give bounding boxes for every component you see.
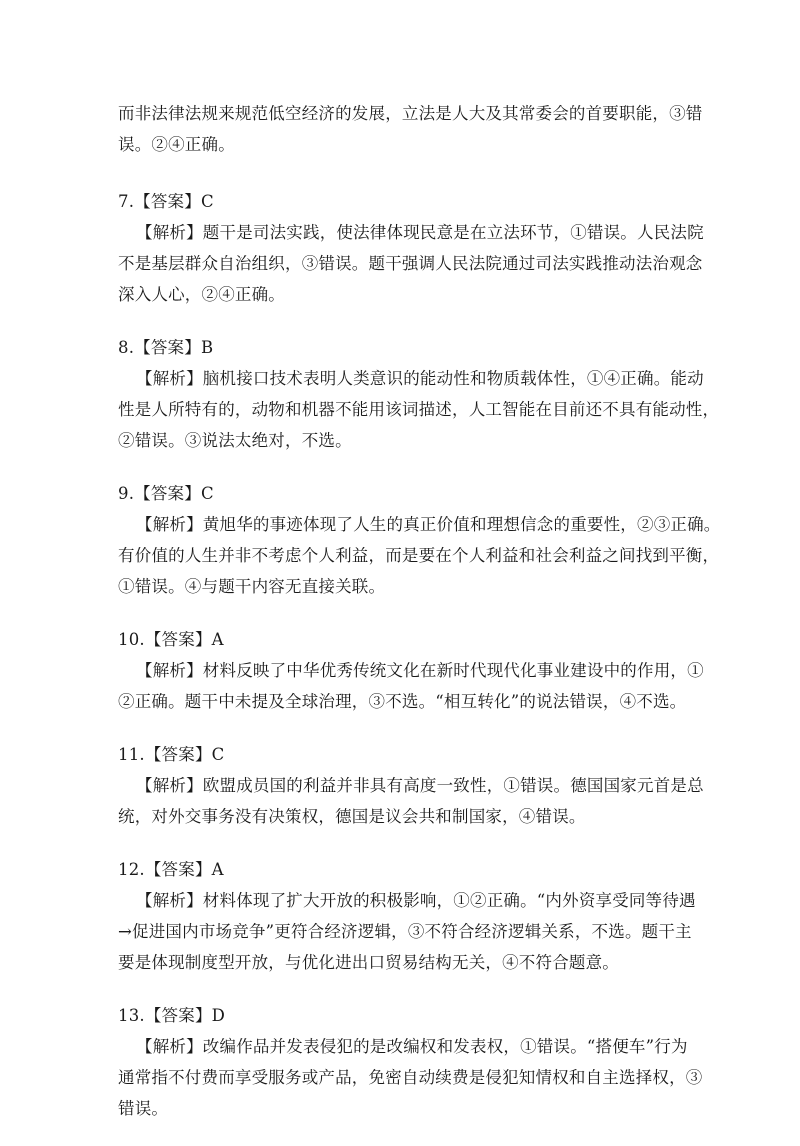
analysis-line: 性是人所特有的，动物和机器不能用该词描述，人工智能在目前还不具有能动性， xyxy=(118,400,720,419)
analysis-line: 统，对外交事务没有决策权，德国是议会共和制国家，④错误。 xyxy=(118,807,586,826)
answer-item-7 xyxy=(118,186,704,310)
analysis-line: 深入人心，②④正确。 xyxy=(118,285,285,304)
answer-heading: 10.【答案】A xyxy=(118,630,224,649)
analysis-line: 【解析】题干是司法实践，使法律体现民意是在立法环节，①错误。人民法院 xyxy=(136,223,704,242)
analysis-line: →促进国内市场竞争”更符合经济逻辑，③不符合经济逻辑关系，不选。题干主 xyxy=(118,922,692,941)
analysis-line: 【解析】脑机接口技术表明人类意识的能动性和物质载体性，①④正确。能动 xyxy=(136,369,704,388)
analysis-line: 【解析】欧盟成员国的利益并非具有高度一致性，①错误。德国国家元首是总 xyxy=(136,776,704,795)
answer-heading: 13.【答案】D xyxy=(118,1006,226,1025)
answer-heading: 11.【答案】C xyxy=(118,745,225,764)
document-content xyxy=(118,98,721,1146)
answer-item-9 xyxy=(118,478,721,602)
analysis-line: 【解析】改编作品并发表侵犯的是改编权和发表权，①错误。“搭便车”行为 xyxy=(136,1037,688,1056)
paragraph-line: 误。②④正确。 xyxy=(118,135,235,154)
analysis-line: ②正确。题干中未提及全球治理，③不选。“相互转化”的说法错误，④不选。 xyxy=(118,692,687,711)
paragraph-line: 而非法律法规来规范低空经济的发展，立法是人大及其常委会的首要职能，③错 xyxy=(118,104,703,123)
answer-item-11 xyxy=(118,739,704,832)
answer-heading: 9.【答案】C xyxy=(118,484,214,503)
analysis-line: ①错误。④与题干内容无直接关联。 xyxy=(118,577,386,596)
analysis-line: 通常指不付费而享受服务或产品，免密自动续费是侵犯知情权和自主选择权，③ xyxy=(118,1068,703,1087)
answer-item-10 xyxy=(118,624,704,717)
answer-heading: 12.【答案】A xyxy=(118,860,224,879)
answer-item-8 xyxy=(118,332,720,456)
analysis-line: 不是基层群众自治组织，③错误。题干强调人民法院通过司法实践推动法治观念 xyxy=(118,254,703,273)
analysis-line: 【解析】材料体现了扩大开放的积极影响，①②正确。“内外资享受同等待遇 xyxy=(136,891,696,910)
analysis-line: 要是体现制度型开放，与优化进出口贸易结构无关，④不符合题意。 xyxy=(118,953,619,972)
analysis-line: 【解析】黄旭华的事迹体现了人生的真正价值和理想信念的重要性，②③正确。 xyxy=(136,515,721,534)
analysis-line: ②错误。③说法太绝对，不选。 xyxy=(118,431,352,450)
answer-heading: 8.【答案】B xyxy=(118,338,214,357)
intro-paragraph xyxy=(118,98,703,160)
answer-item-13 xyxy=(118,1000,703,1124)
answer-item-12 xyxy=(118,854,696,978)
analysis-line: 【解析】材料反映了中华优秀传统文化在新时代现代化事业建设中的作用，① xyxy=(136,661,704,680)
answer-heading: 7.【答案】C xyxy=(118,192,214,211)
analysis-line: 错误。 xyxy=(118,1099,169,1118)
analysis-line: 有价值的人生并非不考虑个人利益，而是要在个人利益和社会利益之间找到平衡， xyxy=(118,546,720,565)
